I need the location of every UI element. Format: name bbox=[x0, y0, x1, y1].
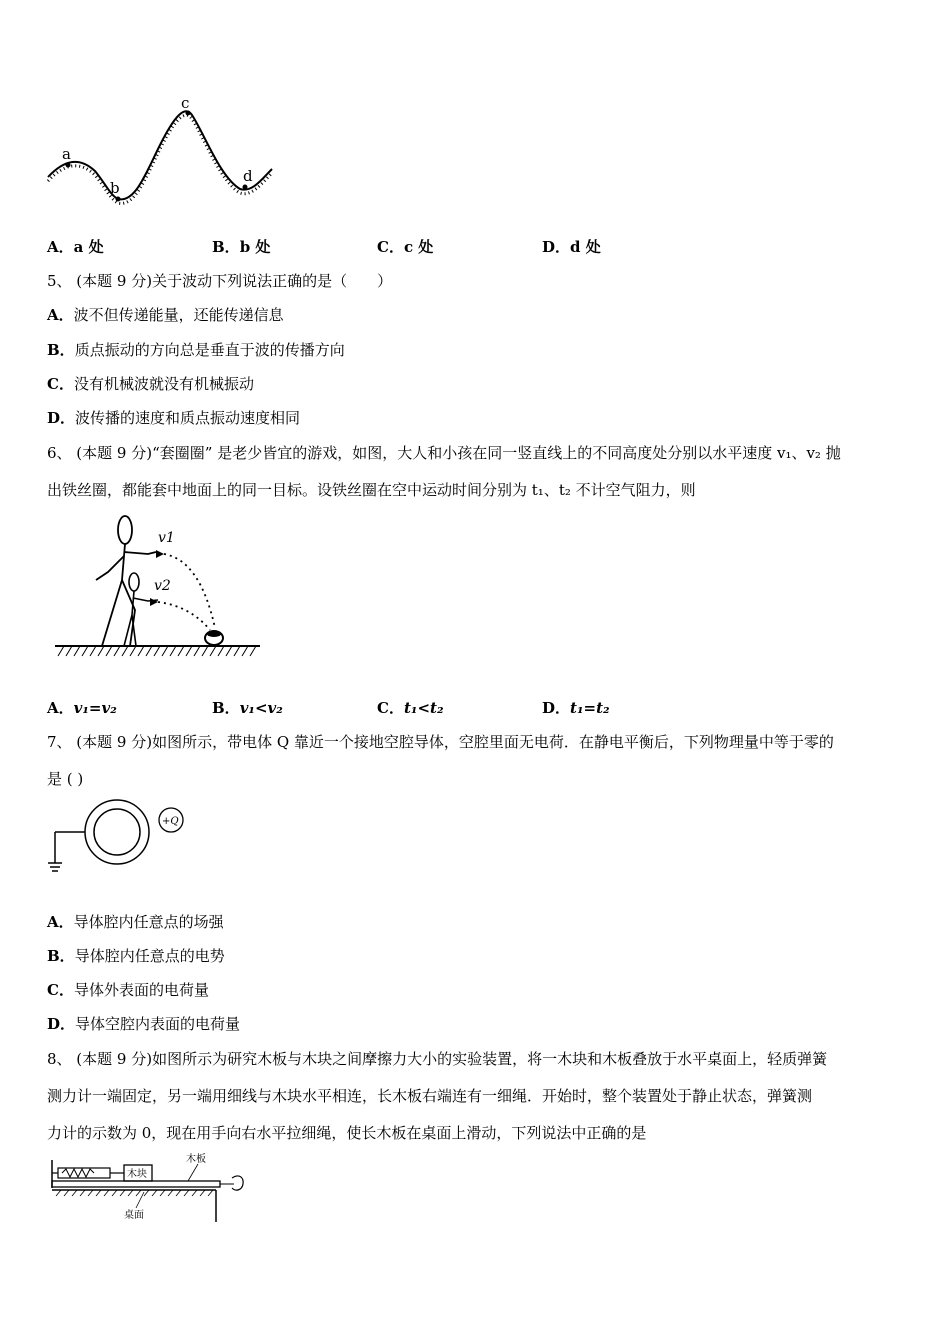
q8-stem-line3: 力计的示数为 0，现在用手向右水平拉细绳，使长木板在桌面上滑动，下列说法中正确的是 bbox=[47, 1124, 647, 1142]
q5-option-c[interactable]: C．没有机械波就没有机械振动 bbox=[47, 375, 254, 393]
q4-option-b[interactable]: B．b 处 bbox=[212, 238, 271, 256]
q7-option-b[interactable]: B．导体腔内任意点的电势 bbox=[47, 947, 225, 965]
friction-apparatus-figure bbox=[48, 1152, 248, 1224]
wave-track-figure bbox=[40, 95, 280, 210]
point-label-c: c bbox=[181, 94, 190, 112]
q6-stem-line2: 出铁丝圈，都能套中地面上的同一目标。设铁丝圈在空中运动时间分别为 t₁、t₂ 不计空气阻力，则 bbox=[47, 481, 696, 499]
q8-stem-line2: 测力计一端固定，另一端用细线与木块水平相连，长木板右端连有一细绳．开始时，整个装置处于静止状态，弹簧测 bbox=[47, 1087, 813, 1105]
q7-option-a[interactable]: A．导体腔内任意点的场强 bbox=[47, 913, 224, 931]
q4-option-a[interactable]: A．a 处 bbox=[47, 238, 104, 256]
board-label: 木板 bbox=[186, 1154, 206, 1165]
q5-stem: 5、 (本题 9 分)关于波动下列说法正确的是（ ） bbox=[47, 272, 393, 290]
table-label: 桌面 bbox=[124, 1210, 144, 1221]
q5-option-a[interactable]: A．波不但传递能量，还能传递信息 bbox=[47, 306, 284, 324]
point-label-d: d bbox=[243, 167, 253, 185]
q6-stem-line1: 6、 (本题 9 分)“套圈圈” 是老少皆宜的游戏，如图，大人和小孩在同一竖直线上的不同高度处分别以水平速度 v₁、v₂ 抛 bbox=[47, 444, 841, 462]
grounded-cavity-figure bbox=[45, 795, 195, 885]
charge-label: +Q bbox=[162, 816, 179, 827]
q6-option-a[interactable]: A．v₁=v₂ bbox=[47, 699, 117, 717]
v1-label: v1 bbox=[158, 530, 175, 546]
q5-option-d[interactable]: D．波传播的速度和质点振动速度相同 bbox=[47, 409, 301, 427]
q6-option-c[interactable]: C．t₁<t₂ bbox=[377, 699, 444, 717]
block-label: 木块 bbox=[127, 1169, 147, 1180]
q6-option-d[interactable]: D．t₁=t₂ bbox=[542, 699, 610, 717]
q4-option-d[interactable]: D．d 处 bbox=[542, 238, 601, 256]
q5-option-b[interactable]: B．质点振动的方向总是垂直于波的传播方向 bbox=[47, 341, 345, 359]
q7-option-d[interactable]: D．导体空腔内表面的电荷量 bbox=[47, 1015, 241, 1033]
point-label-a: a bbox=[62, 145, 71, 163]
q4-option-c[interactable]: C．c 处 bbox=[377, 238, 434, 256]
q8-stem-line1: 8、 (本题 9 分)如图所示为研究木板与木块之间摩擦力大小的实验装置，将一木块和木板叠放于水平桌面上，轻质弹簧 bbox=[47, 1050, 828, 1068]
v2-label: v2 bbox=[154, 578, 171, 594]
ring-toss-figure bbox=[50, 510, 265, 660]
q7-stem-line1: 7、 (本题 9 分)如图所示，带电体 Q 靠近一个接地空腔导体，空腔里面无电荷．在静电平衡后，下列物理量中等于零的 bbox=[47, 733, 834, 751]
q7-stem-line2: 是 ( ) bbox=[47, 770, 84, 788]
q6-option-b[interactable]: B．v₁<v₂ bbox=[212, 699, 283, 717]
q7-option-c[interactable]: C．导体外表面的电荷量 bbox=[47, 981, 209, 999]
point-label-b: b bbox=[110, 179, 120, 197]
